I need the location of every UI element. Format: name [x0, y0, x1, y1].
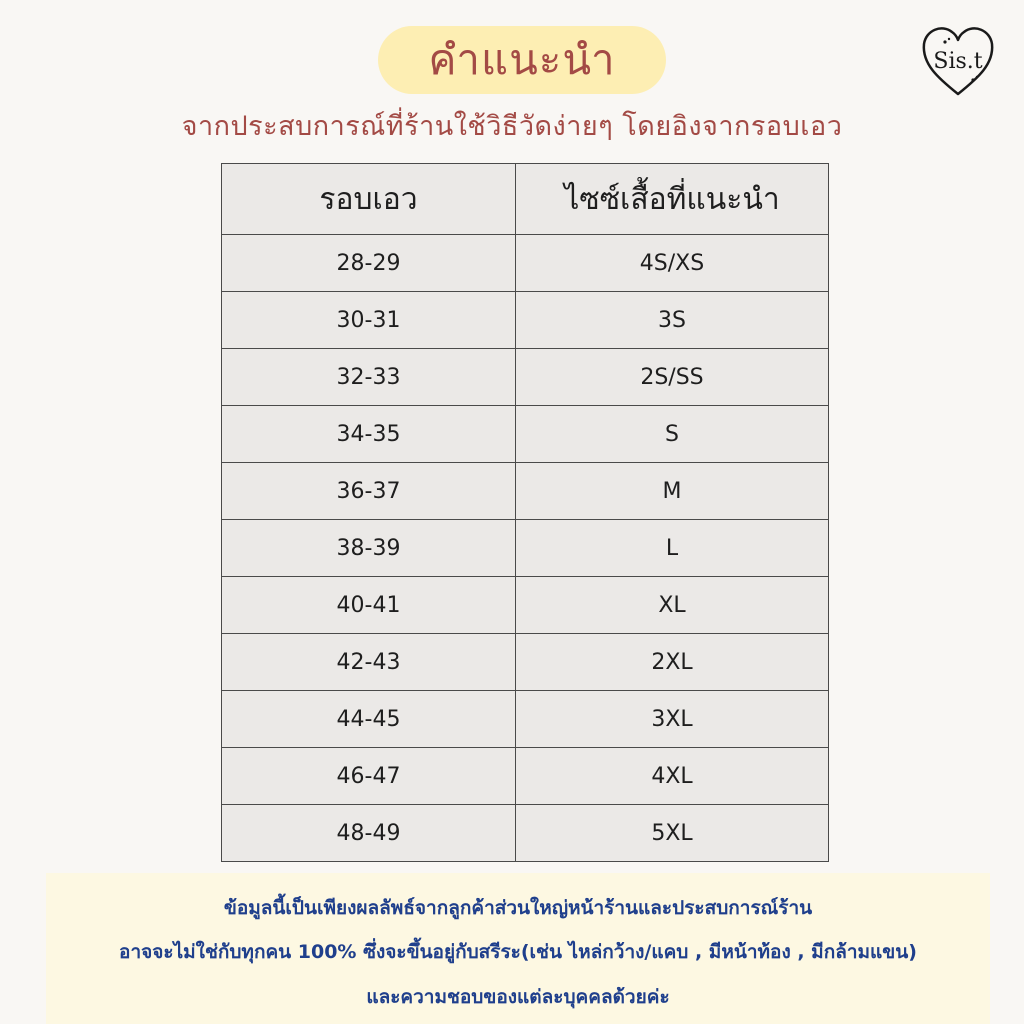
page-title: คำแนะนำ: [428, 35, 616, 84]
title-pill: [378, 26, 666, 94]
table-row: [222, 235, 829, 292]
waist-cell: 34-35: [222, 406, 516, 463]
table-row: [222, 520, 829, 577]
waist-cell: 46-47: [222, 748, 516, 805]
size-cell: 2S/SS: [516, 349, 829, 406]
size-cell: 3XL: [516, 691, 829, 748]
note-line-3: และความชอบของแต่ละบุคคลด้วยค่ะ: [366, 986, 670, 1008]
table-row: [222, 463, 829, 520]
table-row: [222, 292, 829, 349]
size-cell: 2XL: [516, 634, 829, 691]
waist-cell: 42-43: [222, 634, 516, 691]
size-cell: 3S: [516, 292, 829, 349]
size-cell: S: [516, 406, 829, 463]
table-row: [222, 805, 829, 862]
table-row: [222, 748, 829, 805]
waist-cell: 32-33: [222, 349, 516, 406]
size-cell: M: [516, 463, 829, 520]
size-chart-table: [221, 163, 829, 862]
table-row: [222, 634, 829, 691]
size-cell: 5XL: [516, 805, 829, 862]
table-header-row: [222, 164, 829, 235]
disclaimer-note: [46, 873, 990, 1024]
note-line-2: อาจจะไม่ใช่กับทุกคน 100% ซึ่งจะขึ้นอยู่กับสรีระ(เช่น ไหล่กว้าง/แคบ , มีหน้าท้อง , มีกล้ามแขน): [119, 941, 917, 963]
waist-cell: 44-45: [222, 691, 516, 748]
table-row: [222, 577, 829, 634]
waist-cell: 38-39: [222, 520, 516, 577]
waist-cell: 36-37: [222, 463, 516, 520]
size-cell: 4XL: [516, 748, 829, 805]
logo-text: Sis.t: [933, 49, 983, 74]
note-line-1: ข้อมูลนี้เป็นเพียงผลลัพธ์จากลูกค้าส่วนใหญ่หน้าร้านและประสบการณ์ร้าน: [223, 897, 813, 919]
size-cell: XL: [516, 577, 829, 634]
waist-cell: 30-31: [222, 292, 516, 349]
table-row: [222, 349, 829, 406]
size-cell: 4S/XS: [516, 235, 829, 292]
header-waist: รอบเอว: [222, 164, 516, 235]
size-cell: L: [516, 520, 829, 577]
waist-cell: 48-49: [222, 805, 516, 862]
waist-cell: 40-41: [222, 577, 516, 634]
brand-logo: [918, 18, 998, 100]
table-row: [222, 406, 829, 463]
heart-logo-icon: [918, 18, 998, 100]
waist-cell: 28-29: [222, 235, 516, 292]
page-subtitle: จากประสบการณ์ที่ร้านใช้วิธีวัดง่ายๆ โดยอิงจากรอบเอว: [181, 111, 843, 142]
header-size: ไซซ์เสื้อที่แนะนำ: [516, 164, 829, 235]
table-row: [222, 691, 829, 748]
